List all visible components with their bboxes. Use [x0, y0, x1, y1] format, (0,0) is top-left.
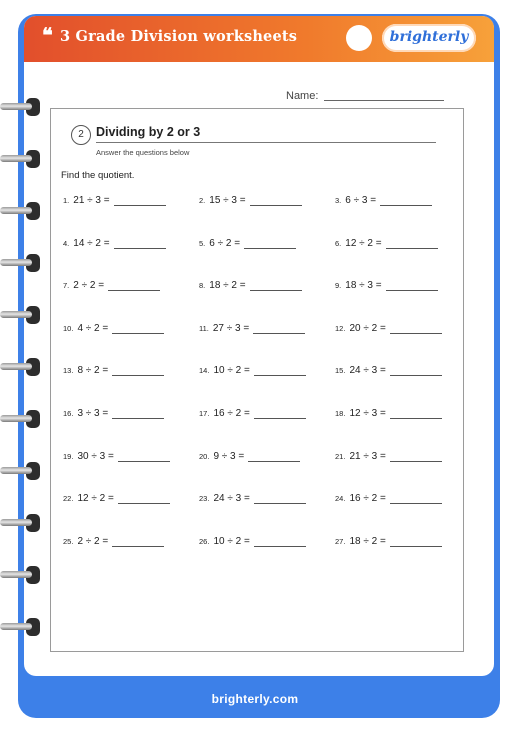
brand-logo-text: brighterly	[389, 29, 469, 45]
binding-ring	[0, 616, 40, 638]
name-label: Name:	[286, 90, 319, 102]
problem-expression: 3 ÷ 3 =	[77, 408, 109, 419]
answer-line[interactable]	[248, 461, 300, 462]
header-bar	[24, 16, 494, 62]
problem-number: 3.	[335, 196, 342, 205]
answer-line[interactable]	[112, 333, 164, 334]
problem-expression: 10 ÷ 2 =	[213, 365, 250, 377]
problem-item	[199, 408, 306, 419]
answer-line[interactable]	[112, 418, 164, 419]
binding-wire	[0, 363, 32, 370]
problem-item	[63, 195, 166, 206]
problem-item	[199, 365, 306, 376]
problem-expression: 2 ÷ 2 =	[73, 280, 105, 292]
problem-item	[335, 323, 442, 334]
problem-expression: 20 ÷ 2 =	[349, 322, 386, 334]
section-number-badge: 2	[71, 125, 91, 145]
header-dot	[346, 25, 372, 51]
answer-line[interactable]	[244, 248, 296, 249]
answer-line[interactable]	[390, 461, 442, 462]
problem-item	[335, 280, 438, 291]
problem-number: 17.	[199, 409, 210, 418]
problem-item	[335, 493, 442, 504]
problem-number: 26.	[199, 536, 210, 546]
problem-item	[199, 238, 296, 249]
problem-item	[199, 451, 300, 462]
answer-line[interactable]	[112, 375, 164, 376]
answer-line[interactable]	[386, 248, 438, 249]
answer-line[interactable]	[254, 375, 306, 376]
problem-number: 5.	[199, 238, 206, 248]
answer-line[interactable]	[380, 205, 432, 206]
problem-expression: 4 ÷ 2 =	[77, 322, 109, 334]
answer-line[interactable]	[250, 205, 302, 206]
problem-number: 24.	[335, 494, 346, 504]
problem-number: 18.	[335, 409, 346, 418]
problem-number: 4.	[63, 238, 70, 248]
answer-line[interactable]	[250, 290, 302, 291]
binding-wire	[0, 155, 32, 162]
problem-number: 22.	[63, 494, 74, 504]
worksheet-subtitle: Answer the questions below	[96, 148, 190, 157]
problem-item	[63, 536, 164, 547]
binding-ring	[0, 512, 40, 534]
problem-item	[199, 195, 302, 206]
problem-number: 14.	[199, 366, 210, 376]
problem-number: 25.	[63, 536, 74, 546]
worksheet-box	[50, 108, 464, 652]
binding-ring	[0, 460, 40, 482]
problem-number: 1.	[63, 196, 70, 205]
answer-line[interactable]	[390, 375, 442, 376]
problem-item	[335, 238, 438, 249]
name-line	[324, 100, 444, 101]
answer-line[interactable]	[390, 333, 442, 334]
answer-line[interactable]	[254, 546, 306, 547]
problem-item	[335, 408, 442, 419]
problem-expression: 8 ÷ 2 =	[77, 365, 109, 377]
binding-ring	[0, 564, 40, 586]
brand-logo	[382, 24, 476, 52]
problem-expression: 9 ÷ 3 =	[213, 450, 245, 462]
problem-number: 2.	[199, 196, 206, 205]
binding-ring	[0, 356, 40, 378]
instruction-text: Find the quotient.	[61, 170, 135, 181]
answer-line[interactable]	[386, 290, 438, 291]
problem-number: 10.	[63, 323, 74, 333]
problem-number: 8.	[199, 281, 206, 291]
problem-number: 13.	[63, 366, 74, 376]
answer-line[interactable]	[254, 418, 306, 419]
problem-expression: 21 ÷ 3 =	[73, 195, 110, 206]
header-title: 3 Grade Division worksheets	[60, 28, 298, 45]
problem-number: 27.	[335, 536, 346, 546]
problem-item	[199, 280, 302, 291]
problem-expression: 12 ÷ 2 =	[77, 493, 114, 505]
problem-number: 9.	[335, 281, 342, 291]
name-field	[286, 90, 444, 102]
answer-line[interactable]	[108, 290, 160, 291]
worksheet-page	[24, 16, 494, 676]
problem-expression: 18 ÷ 2 =	[349, 535, 386, 547]
binding-ring	[0, 252, 40, 274]
binding-wire	[0, 519, 32, 526]
problem-item	[63, 493, 170, 504]
quote-mark-icon: ❝	[42, 23, 53, 47]
answer-line[interactable]	[253, 333, 305, 334]
answer-line[interactable]	[114, 205, 166, 206]
problem-expression: 6 ÷ 2 =	[209, 237, 241, 249]
problem-expression: 27 ÷ 3 =	[212, 322, 250, 334]
problem-number: 6.	[335, 238, 342, 248]
problem-expression: 18 ÷ 3 =	[345, 280, 382, 292]
problem-item	[335, 536, 442, 547]
answer-line[interactable]	[390, 546, 442, 547]
problem-expression: 30 ÷ 3 =	[77, 450, 114, 462]
problem-item	[63, 408, 164, 419]
answer-line[interactable]	[254, 503, 306, 504]
problem-item	[199, 536, 306, 547]
problem-expression: 15 ÷ 3 =	[209, 195, 246, 206]
problem-item	[335, 451, 442, 462]
answer-line[interactable]	[118, 461, 170, 462]
problem-number: 12.	[335, 323, 346, 333]
problem-number: 23.	[199, 494, 210, 504]
binding-ring	[0, 408, 40, 430]
problem-expression: 24 ÷ 3 =	[213, 493, 250, 505]
problem-expression: 6 ÷ 3 =	[345, 195, 377, 206]
binding-wire	[0, 311, 32, 318]
problem-item	[63, 451, 170, 462]
problem-expression: 12 ÷ 3 =	[349, 408, 386, 419]
answer-line[interactable]	[112, 546, 164, 547]
problem-expression: 2 ÷ 2 =	[77, 535, 109, 547]
binding-ring	[0, 304, 40, 326]
problem-item	[63, 280, 160, 291]
problem-item	[63, 238, 166, 249]
binding-ring	[0, 96, 40, 118]
problem-expression: 21 ÷ 3 =	[349, 450, 386, 462]
binding-wire	[0, 207, 32, 214]
problem-item	[199, 493, 306, 504]
problem-expression: 16 ÷ 2 =	[349, 493, 386, 505]
binding-wire	[0, 571, 32, 578]
problem-number: 16.	[63, 409, 74, 418]
problem-item	[199, 323, 305, 334]
problem-expression: 12 ÷ 2 =	[345, 237, 382, 249]
binding-wire	[0, 103, 32, 110]
problem-number: 20.	[199, 451, 210, 461]
binding-wire	[0, 415, 32, 422]
answer-line[interactable]	[118, 503, 170, 504]
problem-item	[335, 195, 432, 206]
binding-ring	[0, 148, 40, 170]
problem-number: 15.	[335, 366, 346, 376]
binding-wire	[0, 623, 32, 630]
binding-wire	[0, 467, 32, 474]
problem-expression: 10 ÷ 2 =	[213, 535, 250, 547]
problem-number: 11.	[199, 323, 209, 333]
worksheet-title: Dividing by 2 or 3	[96, 125, 201, 139]
binding-ring	[0, 200, 40, 222]
problem-item	[63, 365, 164, 376]
answer-line[interactable]	[390, 503, 442, 504]
problem-number: 7.	[63, 281, 70, 291]
footer-url[interactable]: brighterly.com	[211, 692, 299, 706]
problem-item	[335, 365, 442, 376]
problem-expression: 24 ÷ 3 =	[349, 365, 386, 377]
problem-expression: 18 ÷ 2 =	[209, 280, 246, 292]
title-divider	[96, 142, 436, 143]
answer-line[interactable]	[114, 248, 166, 249]
problem-expression: 16 ÷ 2 =	[213, 408, 250, 419]
problem-expression: 14 ÷ 2 =	[73, 237, 110, 249]
binding-wire	[0, 259, 32, 266]
problem-number: 21.	[335, 451, 346, 461]
problem-item	[63, 323, 164, 334]
answer-line[interactable]	[390, 418, 442, 419]
problem-number: 19.	[63, 451, 74, 461]
